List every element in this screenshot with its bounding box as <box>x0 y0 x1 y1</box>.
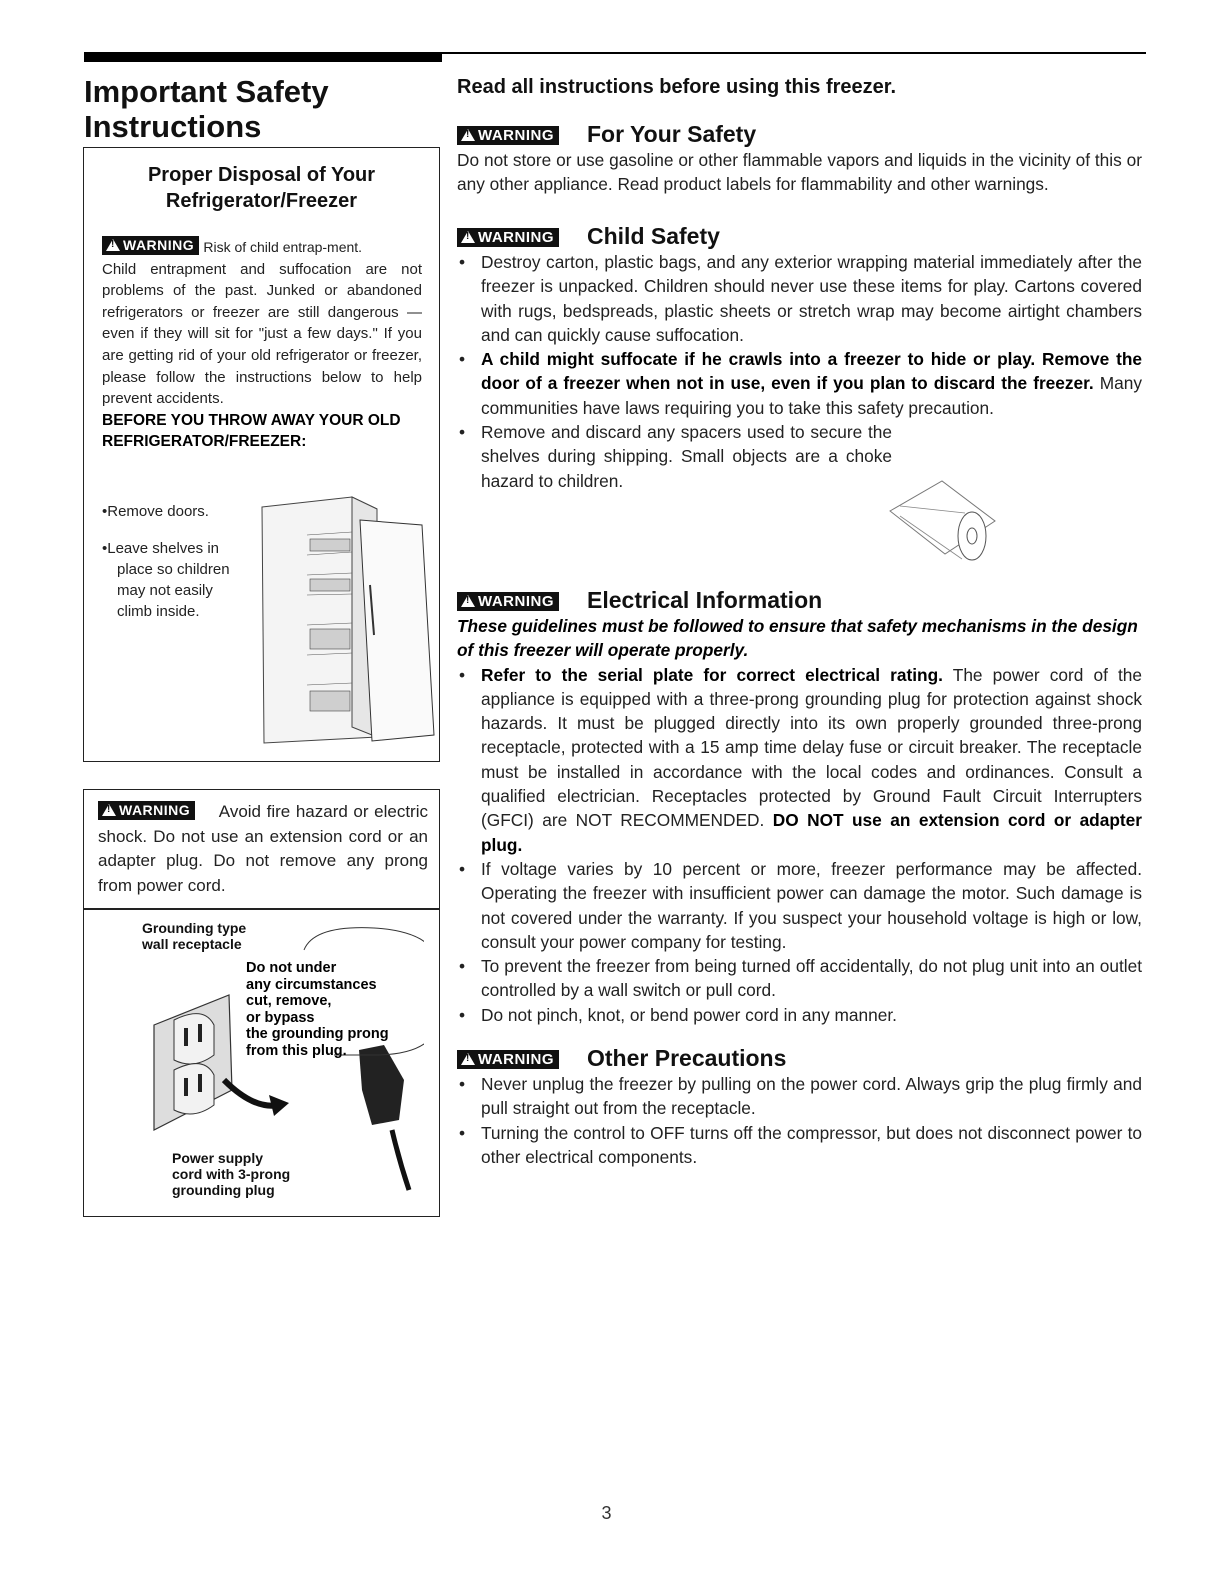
do-not-cut-label: Do not under any circumstances cut, remove, or bypass the grounding prong from this plug. <box>246 960 389 1059</box>
section-heading: !WARNING Child Safety <box>457 222 1142 250</box>
warning-triangle-icon <box>461 595 475 607</box>
freezer-illustration <box>252 495 437 745</box>
warning-badge: !WARNING <box>457 126 559 145</box>
list-item: • Do not pinch, knot, or bend power cord in any manner. <box>457 1003 1142 1027</box>
electrical-intro: These guidelines must be followed to ensure that safety mechanisms in the design of this freezer will operate properly. <box>457 616 1138 661</box>
section-heading: !WARNING For Your Safety <box>457 120 1142 148</box>
fire-hazard-box <box>83 789 440 1217</box>
list-item: • Refer to the serial plate for correct electrical rating. The power cord of the appliance is equipped with a three-prong grounding plug for protection against shock hazards. It must be plugged directly into its own properly grounded three-prong receptacle, protected with a 15 amp time delay fuse or circuit breaker. The receptacle must be installed in accordance with the local codes and ordinances. Consult a qualified electrician. Receptacles protected by Ground Fault Circuit Interrupters (GFCI) are NOT RECOMMENDED. DO NOT use an extension cord or adapter plug. <box>457 663 1142 857</box>
child-safety-section <box>457 222 1142 493</box>
risk-text: Risk of child entrap-ment. <box>203 239 363 255</box>
child-safety-list <box>457 250 1142 493</box>
spacer-roll-illustration <box>880 476 1000 571</box>
warning-badge: !WARNING <box>457 592 559 611</box>
for-your-safety-text: Do not store or use gasoline or other flammable vapors and liquids in the vicinity of this or any other appliance. Read product labels for flammability and other warnings. <box>457 150 1142 195</box>
other-precautions-section <box>457 1044 1142 1169</box>
warning-triangle-icon <box>461 1053 475 1065</box>
list-item: • Destroy carton, plastic bags, and any exterior wrapping material immediately after the freezer is unpacked. Children should never use these items for play. Cartons covered with rugs, bedspreads, plastic sheets or stretch wrap may become airtight chambers and can quickly cause suffocation. <box>457 250 1142 347</box>
before-throw-heading: BEFORE YOU THROW AWAY YOUR OLD REFRIGERATOR/FREEZER: <box>102 411 401 451</box>
box-divider <box>84 908 439 910</box>
disposal-box <box>83 147 440 762</box>
warning-badge: !WARNING <box>457 1050 559 1069</box>
disposal-heading: Proper Disposal of Your Refrigerator/Freezer <box>147 164 376 212</box>
warning-badge: !WARNING <box>457 228 559 247</box>
bullet-remove-doors: •Remove doors. <box>102 503 209 520</box>
disposal-body <box>102 236 422 453</box>
warning-badge: !WARNING <box>102 236 199 255</box>
warning-triangle-icon <box>102 804 116 816</box>
list-item: • Never unplug the freezer by pulling on the power cord. Always grip the plug firmly and pull straight out from the receptacle. <box>457 1072 1142 1121</box>
list-item: • Turning the control to OFF turns off the compressor, but does not disconnect power to other electrical components. <box>457 1121 1142 1170</box>
left-thick-rule <box>84 52 442 62</box>
warning-triangle-icon <box>461 129 475 141</box>
warning-triangle-icon <box>106 239 120 251</box>
list-item: • A child might suffocate if he crawls into a freezer to hide or play. Remove the door of a freezer when not in use, even if you plan to discard the freezer. Many communities have laws requiring you to take this safety precaution. <box>457 347 1142 420</box>
fire-warning-text: Avoid fire hazard or electric shock. Do not use an extension cord or an adapter plug. Do not remove any prong from power cord. <box>98 802 428 895</box>
grounding-receptacle-label: Grounding type wall receptacle <box>142 920 247 952</box>
other-precautions-list <box>457 1072 1142 1169</box>
disposal-bullets <box>102 501 262 622</box>
page-number: 3 <box>601 1503 612 1523</box>
fire-warning <box>98 800 428 898</box>
list-item: • If voltage varies by 10 percent or more, freezer performance may be affected. Operating the freezer with insufficient power can damage the motor. Such damage is not covered under the warranty. If you suspect your household voltage is high or low, consult your power company for testing. <box>457 857 1142 954</box>
electrical-section <box>457 586 1142 1027</box>
disposal-paragraph: Child entrapment and suffocation are not problems of the past. Junked or abandoned refrigerators or freezer are still dangerous — even if they will sit for "just a few days." If you are getting rid of your old refrigerator or freezer, please follow the instructions below to help prevent accidents. <box>102 260 422 408</box>
section-heading: !WARNING Electrical Information <box>457 586 1142 614</box>
warning-badge: !WARNING <box>98 801 195 820</box>
section-heading: !WARNING Other Precautions <box>457 1044 1142 1072</box>
warning-triangle-icon <box>461 231 475 243</box>
list-item: • To prevent the freezer from being turned off accidentally, do not plug unit into an outlet controlled by a wall switch or pull cord. <box>457 954 1142 1003</box>
list-item: • Remove and discard any spacers used to secure the shelves during shipping. Small objects are a choke hazard to children. <box>457 420 1142 493</box>
power-cord-label: Power supply cord with 3-prong grounding plug <box>172 1150 291 1198</box>
read-instructions-heading: Read all instructions before using this freezer. <box>457 76 896 98</box>
bullet-leave-shelves: •Leave shelves in place so children may not easily climb inside. <box>102 540 230 620</box>
for-your-safety-section <box>457 120 1142 197</box>
electrical-list <box>457 663 1142 1027</box>
page-title: Important Safety Instructions <box>84 74 329 144</box>
